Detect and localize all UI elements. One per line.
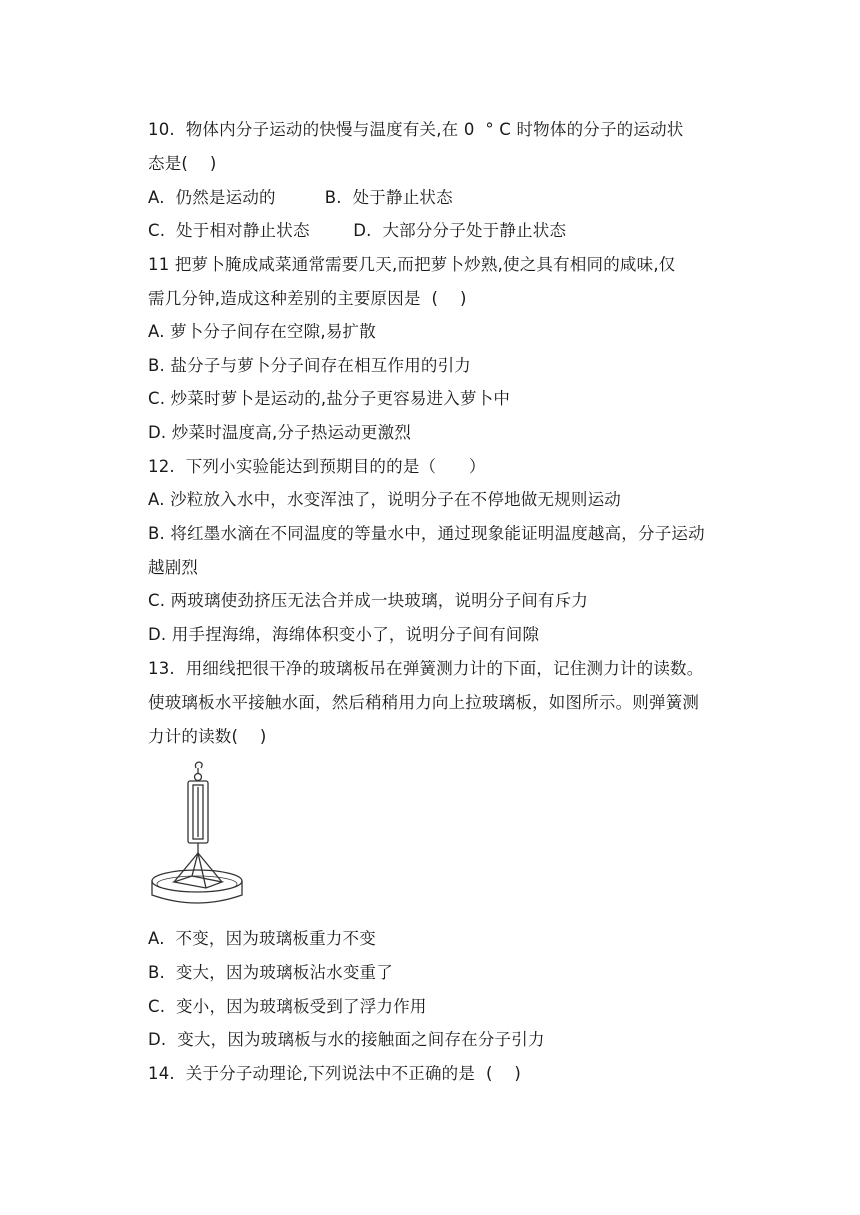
q11-option-d: D. 炒菜时温度高,分子热运动更激烈	[148, 423, 412, 442]
q13-stem-line-1: 13. 用细线把很干净的玻璃板吊在弹簧测力计的下面，记住测力计的读数。	[148, 659, 704, 678]
q13-stem-line-2: 使玻璃板水平接触水面，然后稍稍用力向上拉玻璃板，如图所示。则弹簧测	[148, 693, 700, 712]
q12-option-a: A. 沙粒放入水中，水变浑浊了，说明分子在不停地做无规则运动	[148, 490, 621, 509]
q12-stem: 12. 下列小实验能达到预期目的的是（ ）	[148, 457, 486, 476]
q12-option-c: C. 两玻璃使劲挤压无法合并成一块玻璃，说明分子间有斥力	[148, 591, 589, 610]
q11-option-b: B. 盐分子与萝卜分子间存在相互作用的引力	[148, 356, 472, 375]
spring-scale-glass-plate-water-dish-illustration	[148, 760, 318, 910]
q11-option-c: C. 炒菜时萝卜是运动的,盐分子更容易进入萝卜中	[148, 389, 511, 408]
q10-stem-line-1: 10. 物体内分子运动的快慢与温度有关,在 0 ° C 时物体的分子的运动状	[148, 120, 684, 139]
q14-stem: 14. 关于分子动理论,下列说法中不正确的是 ( )	[148, 1064, 522, 1083]
q11-stem-line-1: 11 把萝卜腌成咸菜通常需要几天,而把萝卜炒熟,使之具有相同的咸味,仅	[148, 255, 676, 274]
q10-stem-line-2: 态是( )	[148, 154, 217, 173]
q10-option-cd: C. 处于相对静止状态 D. 大部分分子处于静止状态	[148, 221, 567, 240]
q11-option-a: A. 萝卜分子间存在空隙,易扩散	[148, 322, 376, 341]
q12-option-d: D. 用手捏海绵，海绵体积变小了，说明分子间有间隙	[148, 625, 540, 644]
q13-option-b: B. 变大，因为玻璃板沾水变重了	[148, 963, 393, 982]
q13-option-d: D. 变大，因为玻璃板与水的接触面之间存在分子引力	[148, 1030, 545, 1049]
q13-stem-line-3: 力计的读数( )	[148, 727, 267, 746]
spring-scale-figure	[148, 760, 318, 910]
q11-stem-line-2: 需几分钟,造成这种差别的主要原因是 ( )	[148, 289, 467, 308]
q12-option-b-line-1: B. 将红墨水滴在不同温度的等量水中，通过现象能证明温度越高，分子运动	[148, 524, 705, 543]
q13-option-a: A. 不变，因为玻璃板重力不变	[148, 929, 376, 948]
q13-option-c: C. 变小，因为玻璃板受到了浮力作用	[148, 997, 427, 1016]
q12-option-b-line-2: 越剧烈	[148, 558, 199, 577]
q10-option-ab: A. 仍然是运动的 B. 处于静止状态	[148, 188, 453, 207]
